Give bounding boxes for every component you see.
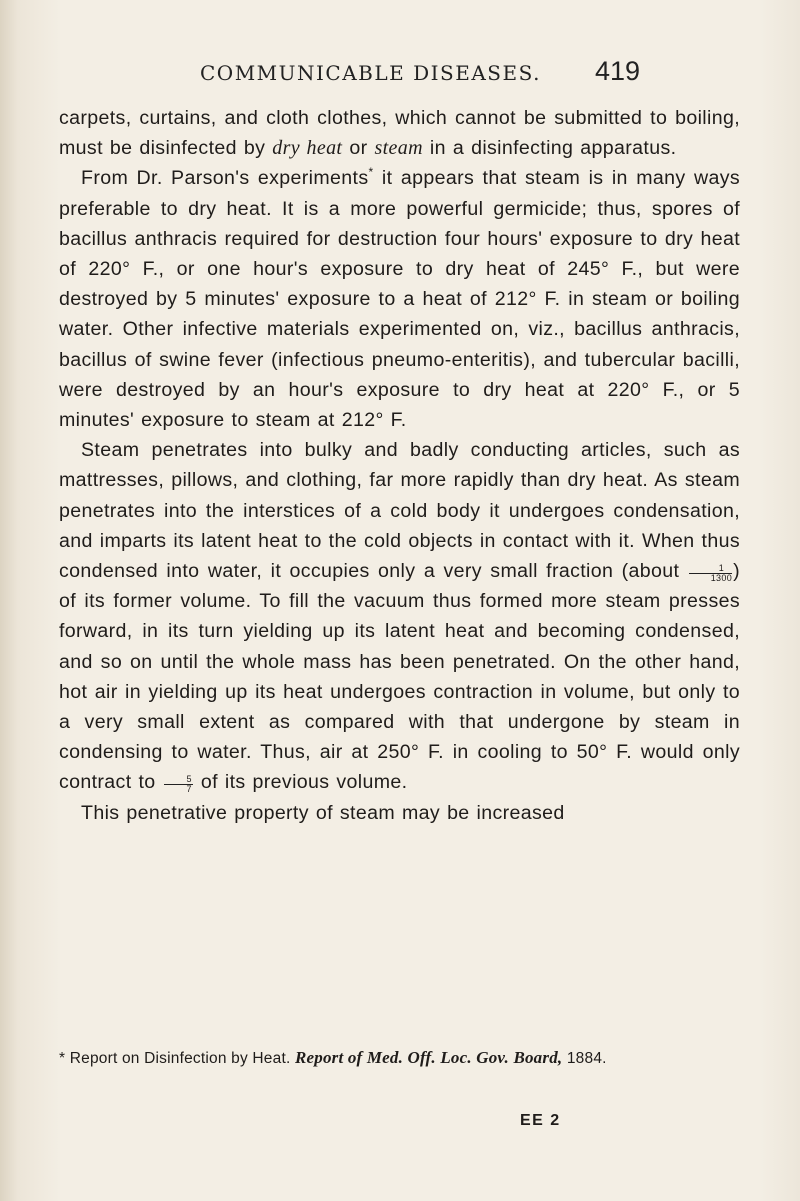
- paragraph-3: [59, 435, 740, 797]
- footnote-mark: *: [59, 1050, 66, 1067]
- fraction-numerator: 1: [689, 564, 732, 574]
- paragraph-1: [59, 103, 740, 163]
- p3-mid: ) of its former volume. To fill the vacuum thus formed more steam presses forward, in its turn yielding up its latent heat and becoming condensed, and so on until the whole mass has been penetrated. On the other hand, hot air in yielding up its heat undergoes contraction in volume, but only to a very small extent as compared with that undergone by steam in condensing to water. Thus, air at 250° F. in cooling to 50° F. would only contract to: [59, 560, 740, 794]
- fraction-numerator: 5: [164, 775, 193, 785]
- p2-start: From Dr. Parson's experiments: [81, 167, 369, 190]
- p1-mid: or: [342, 137, 375, 160]
- footnote-reference: *: [368, 165, 374, 180]
- p1-italic-dry-heat: dry heat: [272, 137, 343, 160]
- body-text: [59, 103, 740, 828]
- footnote: [59, 1045, 740, 1071]
- fraction-five-sevenths: [164, 775, 193, 794]
- footnote-year: 1884.: [562, 1050, 607, 1067]
- page-header: [200, 56, 640, 87]
- signature-mark: EE 2: [520, 1112, 561, 1129]
- page-number: 419: [594, 56, 640, 86]
- footnote-source: Report of Med. Off. Loc. Gov. Board,: [294, 1048, 563, 1067]
- footnote-text: Report on Disinfection by Heat.: [65, 1050, 295, 1067]
- p4-text: This penetrative property of steam may be increased: [81, 801, 565, 824]
- p3-start: Steam penetrates into bulky and badly conducting articles, such as mattresses, pillows, and clothing, far more rapidly than dry heat. As steam penetrates into the interstices of a cold body it undergoes condensation, and imparts its latent heat to the cold objects in contact with it. When thus condensed into water, it occupies only a very small fraction (about: [59, 439, 740, 583]
- fraction-denominator: 1300: [710, 573, 733, 584]
- paragraph-4: [59, 798, 740, 828]
- fraction-denominator: 7: [186, 784, 192, 795]
- p1-start: carpets, curtains, and cloth clothes, which cannot be submitted to boiling, must be disinfected by: [59, 107, 740, 160]
- fraction-one-thirteen-hundredth: [689, 564, 732, 583]
- p2-end: it appears that steam is in many ways preferable to dry heat. It is a more powerful germicide; thus, spores of bacillus anthracis required for destruction four hours' exposure to dry heat of 220° F., or one hour's exposure to dry heat of 245° F., but were destroyed by 5 minutes' exposure to a heat of 212° F. in steam or boiling water. Other infective materials experimented on, viz., bacillus anthracis, bacillus of swine fever (infectious pneumo-enteritis), and tubercular bacilli, were destroyed by an hour's exposure to dry heat at 220° F., or 5 minutes' exposure to steam at 212° F.: [59, 167, 740, 432]
- paragraph-2: [59, 163, 740, 435]
- p1-italic-steam: steam: [374, 137, 423, 160]
- p1-end: in a disinfecting apparatus.: [422, 137, 677, 160]
- running-head: COMMUNICABLE DISEASES.: [200, 61, 541, 85]
- p3-end: of its previous volume.: [193, 771, 408, 794]
